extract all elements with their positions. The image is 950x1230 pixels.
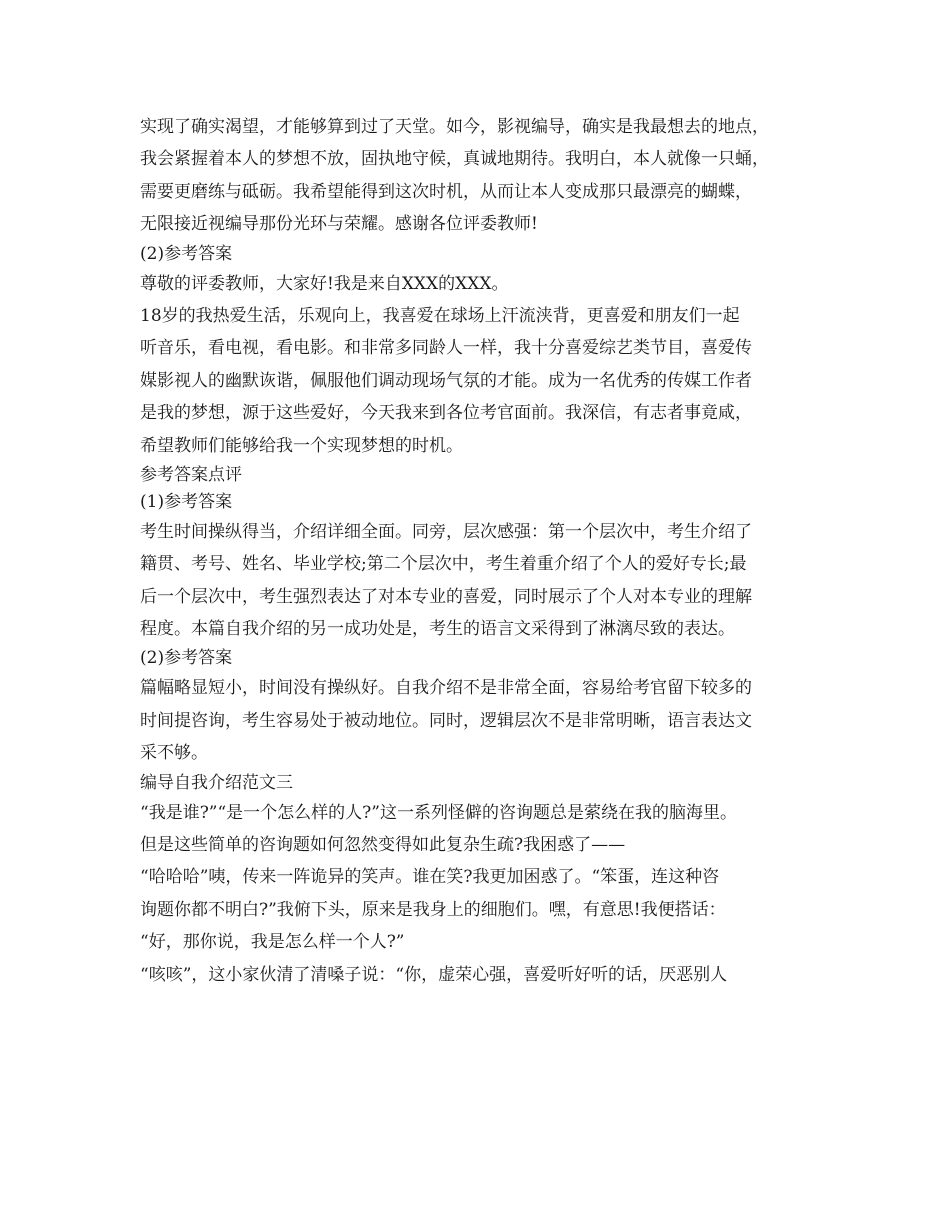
document-line: 询题你都不明白?”我俯下头，原来是我身上的细胞们。嘿，有意思!我便搭话： [140,899,726,920]
document-line: 尊敬的评委教师，大家好!我是来自XXX的XXX。 [140,273,509,294]
document-line: 程度。本篇自我介绍的另一成功处是，考生的语言文采得到了淋漓尽致的表达。 [140,619,735,640]
document-line: 参考答案点评 [140,464,242,485]
document-line: 籍贯、考号、姓名、毕业学校;第二个层次中，考生着重介绍了个人的爱好专长;最 [140,554,747,575]
document-line: “哈哈哈”咦，传来一阵诡异的笑声。谁在笑?我更加困惑了。“笨蛋，连这种咨 [140,867,720,888]
document-line: 采不够。 [140,743,208,764]
document-line: (2)参考答案 [140,648,233,669]
document-line: (2)参考答案 [140,243,233,264]
document-line: 后一个层次中，考生强烈表达了对本专业的喜爱，同时展示了个人对本专业的理解 [140,586,752,607]
document-line: 编导自我介绍范文三 [140,772,293,793]
document-line: (1)参考答案 [140,491,233,512]
document-line: 媒影视人的幽默诙谐，佩服他们调动现场气氛的才能。成为一名优秀的传媒工作者 [140,370,752,391]
document-line: “我是谁?”“是一个怎么样的人?”这一系列怪僻的咨询题总是萦绕在我的脑海里。 [140,802,737,823]
document-line: 18岁的我热爱生活，乐观向上，我喜爱在球场上汗流浃背，更喜爱和朋友们一起 [140,305,740,326]
document-line: 时间提咨询，考生容易处于被动地位。同时，逻辑层次不是非常明晰，语言表达文 [140,710,752,731]
document-line: 是我的梦想，源于这些爱好，今天我来到各位考官面前。我深信，有志者事竟咸， [140,403,752,424]
document-line: “好，那你说，我是怎么样一个人?” [140,932,405,953]
document-line: 实现了确实渴望，才能够算到过了天堂。如今，影视编导，确实是我最想去的地点， [140,117,769,137]
document-line: “咳咳”，这小家伙清了清嗓子说：“你，虚荣心强，喜爱听好听的话，厌恶别人 [140,964,728,985]
document-line: 需要更磨练与砥砺。我希望能得到这次时机，从而让本人变成那只最漂亮的蝴蝶， [140,181,752,202]
document-line: 希望教师们能够给我一个实现梦想的时机。 [140,435,463,456]
document-line: 考生时间操纵得当，介绍详细全面。同旁，层次感强：第一个层次中，考生介绍了 [140,521,752,542]
document-line: 篇幅略显短小，时间没有操纵好。自我介绍不是非常全面，容易给考官留下较多的 [140,678,752,699]
document-body [140,111,820,991]
document-line: 无限接近视编导那份光环与荣耀。感谢各位评委教师! [140,214,538,235]
document-line: 我会紧握着本人的梦想不放，固执地守候，真诚地期待。我明白，本人就像一只蛹， [140,149,769,170]
document-line: 听音乐，看电视，看电影。和非常多同龄人一样，我十分喜爱综艺类节目，喜爱传 [140,338,752,359]
document-line: 但是这些简单的咨询题如何忽然变得如此复杂生疏?我困惑了—— [140,835,626,856]
